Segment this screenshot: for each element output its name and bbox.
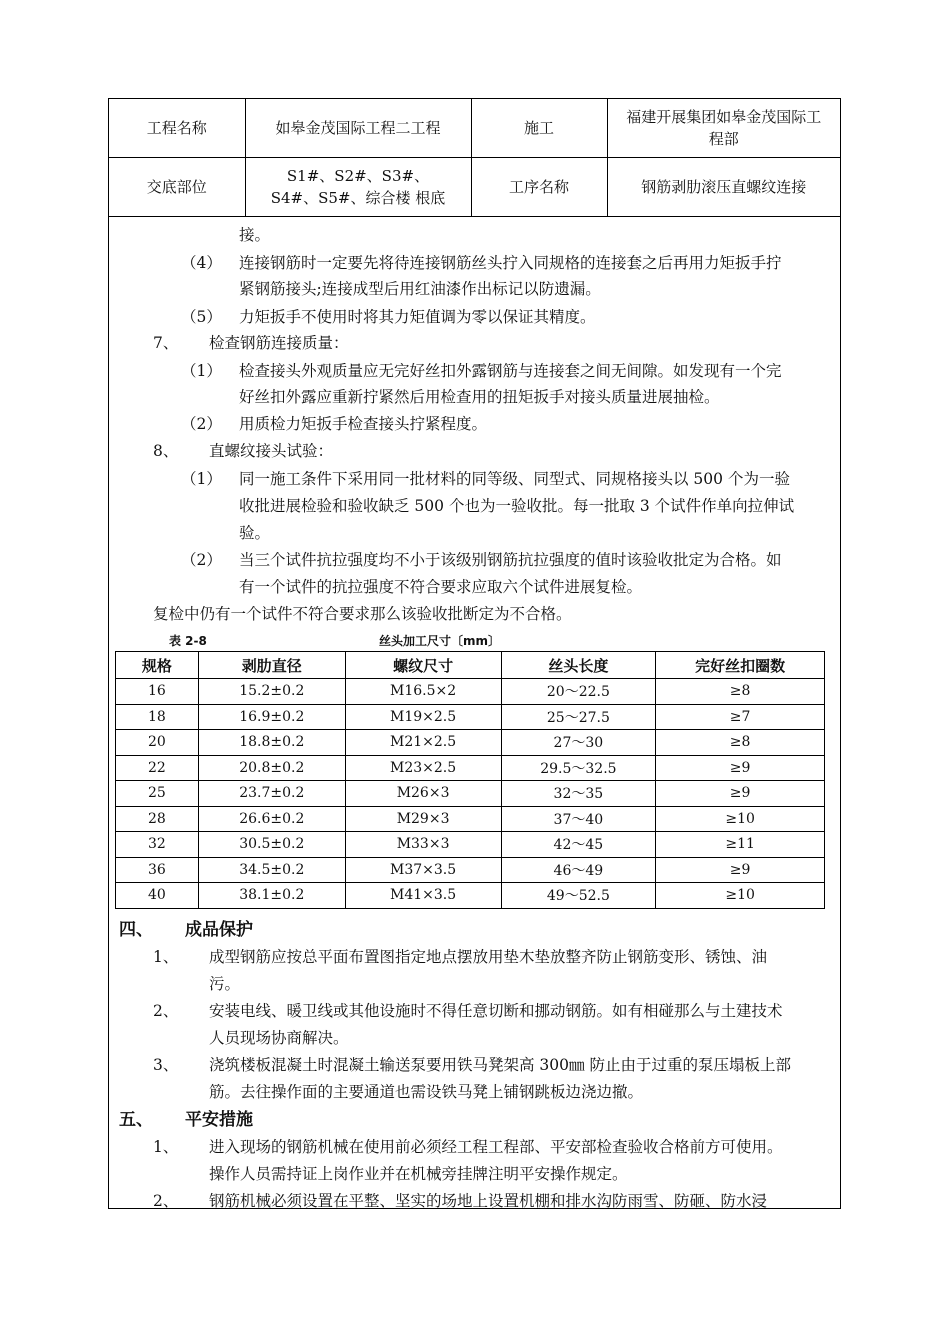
process-label: 工序名称 [471,158,607,217]
text-line: 操作人员需持证上岗作业并在机械旁挂牌注明平安操作规定。 [209,1165,628,1183]
table-cell: 49～52.5 [501,883,656,909]
table-cell: 18.8±0.2 [198,730,345,756]
table-cell: 20.8±0.2 [198,755,345,781]
col-header: 剥肋直径 [198,652,345,679]
text-line: 力矩扳手不使用时将其力矩值调为零以保证其精度。 [239,308,596,326]
table-cell: M37×3.5 [345,857,501,883]
text-line: 好丝扣外露应重新拧紧然后用检查用的扭矩扳手对接头质量进展抽检。 [239,388,720,406]
text-line: 安装电线、暖卫线或其他设施时不得任意切断和挪动钢筋。如有相碰那么与土建技术 [209,1002,783,1020]
table-cell: ≥10 [656,883,825,909]
col-header: 丝头长度 [501,652,656,679]
col-header: 螺纹尺寸 [345,652,501,679]
text-line: 复检中仍有一个试件不符合要求那么该验收批断定为不合格。 [153,605,572,623]
text-line: 收批进展检验和验收缺乏 500 个也为一验收批。每一批取 3 个试件作单向拉伸试 [239,497,795,515]
item-number: 2、 [153,1192,179,1210]
table-cell: M29×3 [345,806,501,832]
text-line: 连接钢筋时一定要先将待连接钢筋丝头拧入同规格的连接套之后再用力矩扳手拧 [239,254,782,272]
table-row [116,832,825,858]
table-cell: ≥9 [656,857,825,883]
table-cell: M16.5×2 [345,679,501,705]
item-number: （2） [181,551,222,569]
table-cell: ≥7 [656,704,825,730]
text-line: 有一个试件的抗拉强度不符合要求应取六个试件进展复检。 [239,578,643,596]
text-line: 用质检力矩扳手检查接头拧紧程度。 [239,415,488,433]
text-line: 浇筑楼板混凝土时混凝土输送泵要用铁马凳架高 300㎜ 防止由于过重的泵压塌板上部 [209,1056,791,1074]
text-line: 验。 [239,524,271,542]
part-value: S1#、S2#、S3#、S4#、S5#、综合楼 根底 [245,158,471,217]
table-cell: 32～35 [501,781,656,807]
item-number: （4） [181,254,222,272]
table-cell: M26×3 [345,781,501,807]
project-label: 工程名称 [109,99,245,158]
item-number: （2） [181,415,222,433]
table-cell: ≥8 [656,730,825,756]
section-number: 五、 [119,1110,153,1130]
item-number: 1、 [153,948,179,966]
table-cell: 40 [116,883,199,909]
table-cell: 20～22.5 [501,679,656,705]
item-number: 3、 [153,1056,179,1074]
table-caption-number: 表 2-8 [169,634,207,648]
table-row [116,755,825,781]
table-cell: 22 [116,755,199,781]
table-cell: M21×2.5 [345,730,501,756]
item-number: （1） [181,362,222,380]
table-cell: 34.5±0.2 [198,857,345,883]
project-value: 如皋金茂国际工程二工程 [245,99,471,158]
table-cell: ≥8 [656,679,825,705]
text-line: 筋。去往操作面的主要通道也需设铁马凳上铺钢跳板边浇边撤。 [209,1083,644,1101]
table-cell: ≥11 [656,832,825,858]
table-row [116,781,825,807]
section-title: 成品保护 [185,920,253,940]
text-line: 直螺纹接头试验： [209,442,334,460]
table-cell: 37～40 [501,806,656,832]
table-row [116,806,825,832]
col-header: 完好丝扣圈数 [656,652,825,679]
table-cell: 27～30 [501,730,656,756]
col-header: 规格 [116,652,199,679]
text-line: 进入现场的钢筋机械在使用前必须经工程工程部、平安部检查验收合格前方可使用。 [209,1138,783,1156]
table-cell: 25 [116,781,199,807]
item-number: 1、 [153,1138,179,1156]
table-cell: ≥10 [656,806,825,832]
text-line: 当三个试件抗拉强度均不小于该级别钢筋抗拉强度的值时该验收批定为合格。如 [239,551,782,569]
table-cell: 38.1±0.2 [198,883,345,909]
item-number: 2、 [153,1002,179,1020]
construction-value: 福建开展集团如皋金茂国际工程部 [607,99,840,158]
table-row [116,704,825,730]
text-line: 污。 [209,975,241,993]
text-line: 同一施工条件下采用同一批材料的同等级、同型式、同规格接头以 500 个为一验 [239,470,790,488]
construction-label: 施工 [471,99,607,158]
section-title: 平安措施 [185,1110,253,1130]
table-cell: 28 [116,806,199,832]
part-label: 交底部位 [109,158,245,217]
section-number: 四、 [119,920,153,940]
text-line: 成型钢筋应按总平面布置图指定地点摆放用垫木垫放整齐防止钢筋变形、锈蚀、油 [209,948,768,966]
table-row [116,679,825,705]
table-row [116,857,825,883]
table-cell: 42～45 [501,832,656,858]
process-value: 钢筋剥肋滚压直螺纹连接 [607,158,840,217]
table-cell: M19×2.5 [345,704,501,730]
table-cell: 20 [116,730,199,756]
header-table [109,99,840,217]
table-caption-title: 丝头加工尺寸〔mm〕 [379,634,501,648]
table-cell: ≥9 [656,781,825,807]
table-cell: 32 [116,832,199,858]
table-cell: M41×3.5 [345,883,501,909]
item-number: 7、 [153,334,179,352]
table-row [116,883,825,909]
text-line: 检查接头外观质量应无完好丝扣外露钢筋与连接套之间无间隙。如发现有一个完 [239,362,782,380]
text-line: 接。 [239,226,271,244]
item-number: （1） [181,470,222,488]
table-cell: 16.9±0.2 [198,704,345,730]
table-cell: 25～27.5 [501,704,656,730]
text-line: 钢筋机械必须设置在平整、坚实的场地上设置机棚和排水沟防雨雪、防砸、防水浸 [209,1192,768,1210]
table-cell: 23.7±0.2 [198,781,345,807]
text-line: 紧钢筋接头;连接成型后用红油漆作出标记以防遗漏。 [239,280,601,298]
table-cell: 15.2±0.2 [198,679,345,705]
table-cell: M23×2.5 [345,755,501,781]
table-cell: 30.5±0.2 [198,832,345,858]
table-cell: 18 [116,704,199,730]
table-cell: 46～49 [501,857,656,883]
table-cell: ≥9 [656,755,825,781]
table-cell: M33×3 [345,832,501,858]
spec-table [115,651,825,909]
text-line: 人员现场协商解决。 [209,1029,349,1047]
table-cell: 26.6±0.2 [198,806,345,832]
text-line: 检查钢筋连接质量： [209,334,349,352]
document-page [108,98,841,1209]
table-row [116,730,825,756]
table-header-row [116,652,825,679]
table-cell: 29.5～32.5 [501,755,656,781]
table-cell: 36 [116,857,199,883]
item-number: （5） [181,308,222,326]
table-cell: 16 [116,679,199,705]
item-number: 8、 [153,442,179,460]
